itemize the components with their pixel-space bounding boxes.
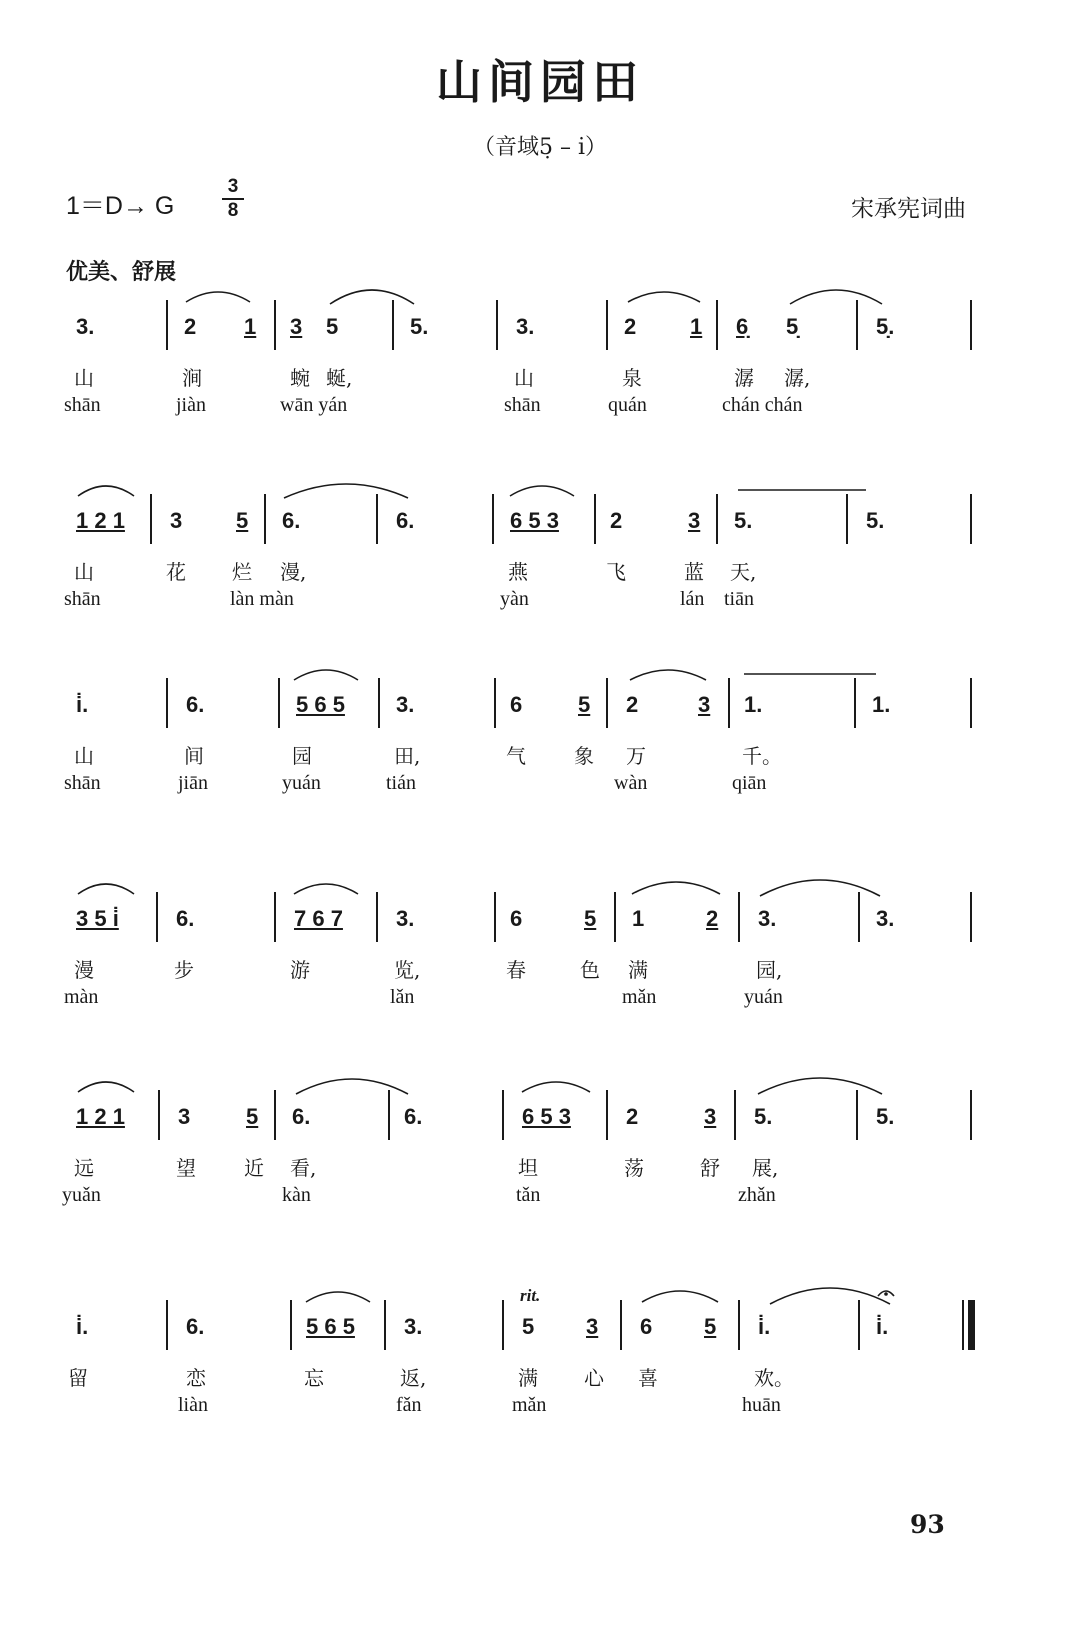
- pinyin-row: [0, 1394, 1080, 1424]
- lyric: 蓝: [684, 560, 704, 584]
- note: i̇.: [758, 1314, 771, 1339]
- lyric: 花: [166, 560, 186, 584]
- notes-row: [0, 494, 1080, 554]
- note: 3.: [876, 906, 895, 931]
- pinyin: wàn: [614, 772, 648, 794]
- note: 1.: [744, 692, 763, 717]
- note: 5 6 5: [296, 692, 345, 717]
- lyric: 春: [506, 958, 526, 982]
- score-line-5: [0, 1090, 1080, 1250]
- lyric: 览,: [394, 958, 421, 982]
- barline: [378, 678, 380, 728]
- note: 2: [626, 1104, 639, 1129]
- barline: [620, 1300, 622, 1350]
- lyric: 舒: [700, 1156, 720, 1180]
- pinyin: kàn: [282, 1184, 311, 1206]
- note: 1: [690, 314, 703, 339]
- lyric: 间: [184, 744, 204, 768]
- note: 5: [704, 1314, 717, 1339]
- note: 3: [586, 1314, 599, 1339]
- barline: [166, 1300, 168, 1350]
- barline: [970, 678, 972, 728]
- lyric: 望: [176, 1156, 196, 1180]
- note: 2: [610, 508, 623, 533]
- pinyin: tiān: [724, 588, 754, 610]
- pinyin: yuán: [282, 772, 321, 794]
- pinyin: yuǎn: [62, 1184, 101, 1206]
- lyrics-row: [0, 954, 1080, 984]
- score-line-2: [0, 494, 1080, 654]
- barline: [734, 1090, 736, 1140]
- lyric: 近: [244, 1156, 264, 1180]
- barline: [858, 892, 860, 942]
- note: 5: [246, 1104, 259, 1129]
- note: 3.: [396, 906, 415, 931]
- note: 3: [290, 314, 303, 339]
- note: 2: [184, 314, 197, 339]
- barline: [846, 494, 848, 544]
- pinyin: wān yán: [280, 394, 348, 416]
- barline: [376, 494, 378, 544]
- pinyin: mǎn: [622, 986, 657, 1008]
- barline: [606, 300, 608, 350]
- pinyin: mǎn: [512, 1394, 547, 1416]
- pinyin: shān: [64, 588, 101, 610]
- pinyin: làn màn: [230, 588, 294, 610]
- barline: [716, 494, 718, 544]
- barline: [496, 300, 498, 350]
- note: 5: [584, 906, 597, 931]
- pinyin: chán chán: [722, 394, 803, 416]
- lyrics-row: [0, 556, 1080, 586]
- barline: [606, 678, 608, 728]
- lyric: 蜒,: [326, 366, 353, 390]
- final-barline: [968, 1300, 975, 1350]
- note: 3.: [396, 692, 415, 717]
- barline: [274, 1090, 276, 1140]
- note: 5: [326, 314, 339, 339]
- barline: [502, 1300, 504, 1350]
- note: 3: [178, 1104, 191, 1129]
- note: 1 2 1: [76, 1104, 125, 1129]
- barline: [502, 1090, 504, 1140]
- note: 2: [706, 906, 719, 931]
- barline: [274, 892, 276, 942]
- lyric: 看,: [290, 1156, 317, 1180]
- lyric: 飞: [606, 560, 626, 584]
- lyrics-row: [0, 362, 1080, 392]
- lyric: 山: [74, 366, 94, 390]
- pinyin: fǎn: [396, 1394, 422, 1416]
- note: 3: [698, 692, 711, 717]
- lyric: 天,: [730, 560, 757, 584]
- lyric: 万: [626, 744, 646, 768]
- note: i̇.: [76, 692, 89, 717]
- pinyin: shān: [64, 772, 101, 794]
- ritardando-mark: rit.: [520, 1286, 541, 1305]
- note: 6: [640, 1314, 653, 1339]
- lyric: 气: [506, 744, 526, 768]
- barline: [166, 678, 168, 728]
- note: 6̣: [736, 314, 749, 339]
- barline: [728, 678, 730, 728]
- pinyin-row: [0, 394, 1080, 424]
- lyrics-row: [0, 1152, 1080, 1182]
- barline: [858, 1300, 860, 1350]
- note: 1 2 1: [76, 508, 125, 533]
- lyric: 满: [628, 958, 648, 982]
- lyric: 园: [292, 744, 312, 768]
- lyric: 恋: [186, 1366, 206, 1390]
- key-signature: 1＝D→ G: [66, 192, 175, 220]
- barline: [150, 494, 152, 544]
- pinyin: tǎn: [516, 1184, 541, 1206]
- note: 6: [510, 692, 523, 717]
- notes-row: [0, 1300, 1080, 1360]
- barline: [716, 300, 718, 350]
- note: 3.: [758, 906, 777, 931]
- lyric: 满: [518, 1366, 538, 1390]
- note: 5: [522, 1314, 535, 1339]
- note: 1: [632, 906, 645, 931]
- barline: [970, 1090, 972, 1140]
- notes-row: [0, 678, 1080, 738]
- pinyin: zhǎn: [738, 1184, 776, 1206]
- note: 6.: [186, 692, 205, 717]
- note: 2: [624, 314, 637, 339]
- pinyin: yàn: [500, 588, 529, 610]
- barline: [274, 300, 276, 350]
- note: 6.: [186, 1314, 205, 1339]
- note: 5.: [866, 508, 885, 533]
- lyric: 田,: [394, 744, 421, 768]
- note: 5.: [876, 1104, 895, 1129]
- score-line-3: [0, 678, 1080, 838]
- barline: [392, 300, 394, 350]
- barline: [494, 892, 496, 942]
- note: 3.: [404, 1314, 423, 1339]
- note: 6.: [292, 1104, 311, 1129]
- author-credit: 宋承宪词曲: [851, 196, 966, 222]
- note: 7 6 7: [294, 906, 343, 931]
- barline: [492, 494, 494, 544]
- time-signature-bottom: 8: [222, 198, 244, 222]
- pinyin: tián: [386, 772, 416, 794]
- lyric: 山: [74, 560, 94, 584]
- score-line-1: [0, 300, 1080, 460]
- barline: [388, 1090, 390, 1140]
- note: 6 5 3: [522, 1104, 571, 1129]
- lyric: 色: [580, 958, 600, 982]
- pinyin: huān: [742, 1394, 781, 1416]
- time-signature: [222, 176, 244, 222]
- lyric: 展,: [752, 1156, 779, 1180]
- lyric: 远: [74, 1156, 94, 1180]
- note: 5̣.: [876, 314, 895, 339]
- note: 6.: [176, 906, 195, 931]
- note: 1: [244, 314, 257, 339]
- note: 6.: [396, 508, 415, 533]
- pinyin: jiàn: [176, 394, 206, 416]
- lyric: 千。: [742, 744, 782, 768]
- pinyin-row: [0, 588, 1080, 618]
- song-title: 山间园田: [436, 55, 644, 109]
- pinyin-row: [0, 1184, 1080, 1214]
- lyric: 返,: [400, 1366, 427, 1390]
- pinyin-row: [0, 772, 1080, 802]
- barline: [738, 892, 740, 942]
- lyric: 潺: [734, 366, 754, 390]
- pinyin: yuán: [744, 986, 783, 1008]
- note: 5 6 5: [306, 1314, 355, 1339]
- barline: [278, 678, 280, 728]
- score-line-6: [0, 1300, 1080, 1460]
- barline: [264, 494, 266, 544]
- note: 5: [236, 508, 249, 533]
- barline: [594, 494, 596, 544]
- note: 5̣: [786, 314, 799, 339]
- pinyin: jiān: [178, 772, 208, 794]
- lyric: 潺,: [784, 366, 811, 390]
- barline: [494, 678, 496, 728]
- lyrics-row: [0, 1362, 1080, 1392]
- barline: [970, 494, 972, 544]
- note: 6.: [404, 1104, 423, 1129]
- barline: [166, 300, 168, 350]
- lyric: 燕: [508, 560, 528, 584]
- note: i̇.: [876, 1314, 889, 1339]
- lyric: 荡: [624, 1156, 644, 1180]
- note: 5.: [734, 508, 753, 533]
- barline: [376, 892, 378, 942]
- note: 3 5 i̇: [76, 906, 119, 931]
- lyric: 象: [574, 744, 594, 768]
- lyric: 漫: [74, 958, 94, 982]
- barline: [856, 1090, 858, 1140]
- barline: [970, 892, 972, 942]
- tempo-marking: 优美、舒展: [66, 259, 177, 285]
- page-number: 93: [910, 1510, 945, 1539]
- pinyin: qiān: [732, 772, 767, 794]
- barline: [614, 892, 616, 942]
- pinyin: shān: [64, 394, 101, 416]
- barline: [962, 1300, 964, 1350]
- barline: [738, 1300, 740, 1350]
- lyric: 涧: [182, 366, 202, 390]
- lyric: 山: [74, 744, 94, 768]
- lyric: 忘: [304, 1366, 324, 1390]
- barline: [854, 678, 856, 728]
- note: 3: [688, 508, 701, 533]
- time-signature-top: 3: [227, 176, 239, 197]
- note: 5.: [754, 1104, 773, 1129]
- notes-row: [0, 1090, 1080, 1150]
- notes-row: [0, 300, 1080, 360]
- note: 6: [510, 906, 523, 931]
- vocal-range-note: （音域5̣ – i̇）: [472, 135, 608, 160]
- barline: [856, 300, 858, 350]
- pinyin: lǎn: [390, 986, 415, 1008]
- note: 3: [170, 508, 183, 533]
- note: 5: [578, 692, 591, 717]
- lyric: 漫,: [280, 560, 307, 584]
- lyric: 步: [174, 958, 194, 982]
- lyric: 心: [584, 1366, 604, 1390]
- lyrics-row: [0, 740, 1080, 770]
- pinyin: lán: [680, 588, 705, 610]
- lyric: 喜: [638, 1366, 658, 1390]
- note: 6.: [282, 508, 301, 533]
- note: 3: [704, 1104, 717, 1129]
- notes-row: [0, 892, 1080, 952]
- lyric: 欢。: [754, 1366, 794, 1390]
- lyric: 泉: [622, 366, 642, 390]
- lyric: 烂: [232, 560, 252, 584]
- note: 1.: [872, 692, 891, 717]
- barline: [158, 1090, 160, 1140]
- pinyin: shān: [504, 394, 541, 416]
- lyric: 山: [514, 366, 534, 390]
- pinyin: quán: [608, 394, 647, 416]
- pinyin: liàn: [178, 1394, 208, 1416]
- note: 2: [626, 692, 639, 717]
- pinyin-row: [0, 986, 1080, 1016]
- lyric: 留: [68, 1366, 88, 1390]
- lyric: 游: [290, 958, 310, 982]
- barline: [384, 1300, 386, 1350]
- pinyin: màn: [64, 986, 99, 1008]
- note: 3.: [76, 314, 95, 339]
- barline: [156, 892, 158, 942]
- note: i̇.: [76, 1314, 89, 1339]
- score-line-4: [0, 892, 1080, 1052]
- note: 3.: [516, 314, 535, 339]
- lyric: 坦: [518, 1156, 538, 1180]
- lyric: 园,: [756, 958, 783, 982]
- barline: [606, 1090, 608, 1140]
- note: 6 5 3: [510, 508, 559, 533]
- lyric: 蜿: [290, 366, 310, 390]
- barline: [290, 1300, 292, 1350]
- note: 5.: [410, 314, 429, 339]
- barline: [970, 300, 972, 350]
